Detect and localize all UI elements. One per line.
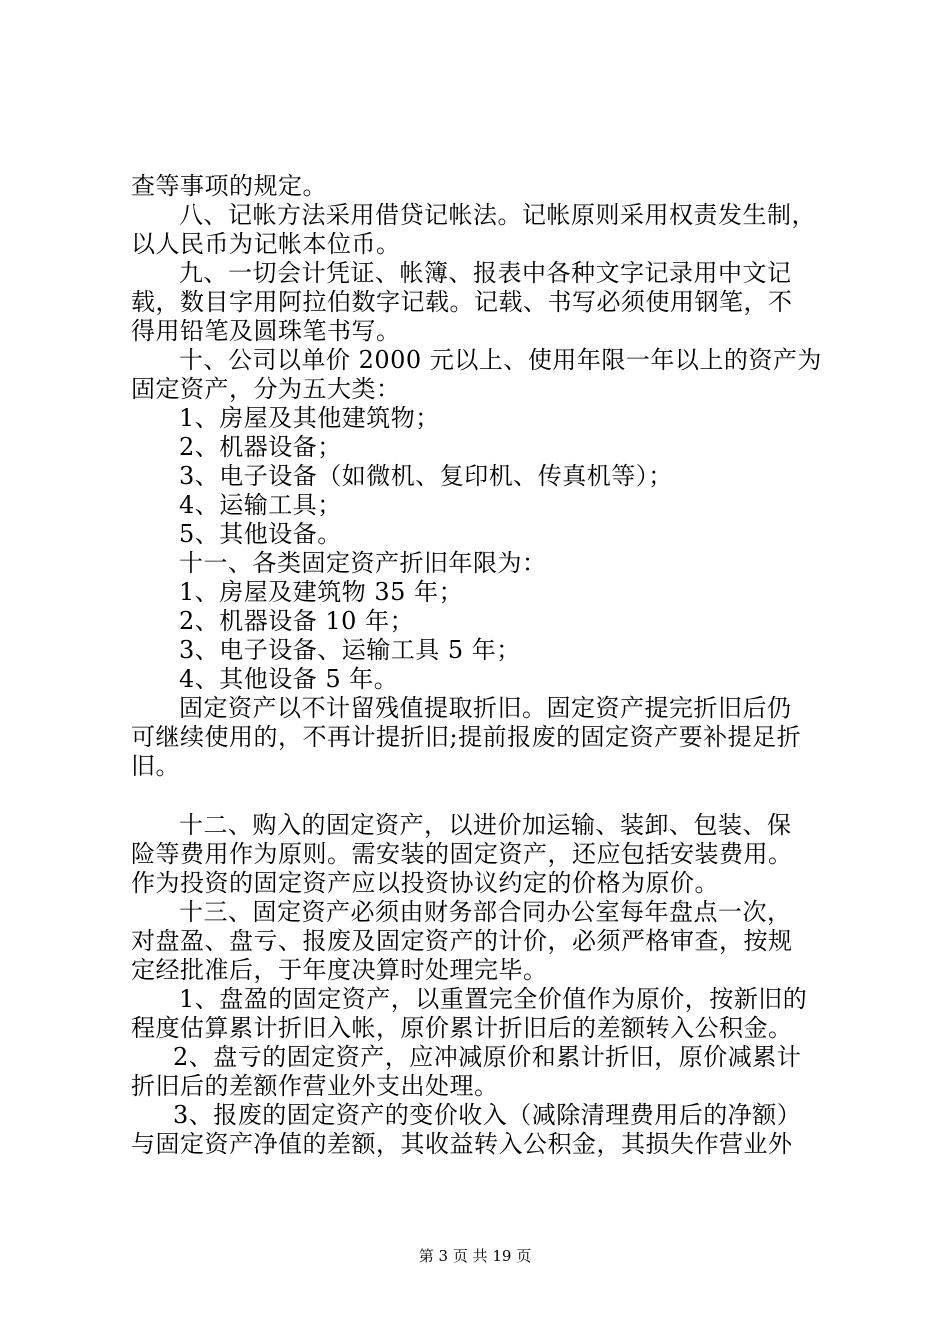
text-line: 十、公司以单价 2000 元以上、使用年限一年以上的资产为: [179, 346, 822, 374]
text-line: 查等事项的规定。: [131, 172, 327, 200]
text-line: 十一、各类固定资产折旧年限为：: [179, 549, 547, 577]
body-text: [131, 172, 831, 1159]
text-line: 十三、固定资产必须由财务部合同办公室每年盘点一次，: [179, 898, 792, 926]
text-line: 2、盘亏的固定资产，应冲减原价和累计折旧，原价减累计: [173, 1043, 802, 1071]
text-line: 5、其他设备。: [179, 520, 342, 548]
text-line: 程度估算累计折旧入帐，原价累计折旧后的差额转入公积金。: [131, 1014, 793, 1042]
text-line: 九、一切会计凭证、帐簿、报表中各种文字记录用中文记: [179, 259, 792, 287]
text-line: 3、电子设备（如微机、复印机、传真机等）；: [179, 462, 673, 490]
text-line: 载，数目字用阿拉伯数字记载。记载、书写必须使用钢笔，不: [131, 288, 793, 316]
text-line: 折旧后的差额作营业外支出处理。: [131, 1072, 499, 1100]
paragraph-gap: [131, 781, 831, 811]
text-line: 险等费用作为原则。需安装的固定资产，还应包括安装费用。: [131, 840, 793, 868]
text-line: 可继续使用的，不再计提折旧;提前报废的固定资产要补提足折: [131, 723, 802, 751]
text-line: 旧。: [131, 752, 180, 780]
text-line: 固定资产以不计留残值提取折旧。固定资产提完折旧后仍: [179, 694, 792, 722]
text-line: 对盘盈、盘亏、报废及固定资产的计价，必须严格审查，按规: [131, 927, 793, 955]
text-line: 1、房屋及其他建筑物；: [179, 404, 440, 432]
text-line: 2、机器设备；: [179, 433, 342, 461]
text-line: 2、机器设备 10 年；: [179, 607, 415, 635]
text-line: 3、电子设备、运输工具 5 年；: [179, 636, 521, 664]
text-line: 1、盘盈的固定资产，以重置完全价值作为原价，按新旧的: [179, 985, 808, 1013]
text-line: 4、运输工具；: [179, 491, 342, 519]
text-line: 定经批准后，于年度决算时处理完毕。: [131, 956, 548, 984]
text-line: 以人民币为记帐本位币。: [131, 230, 401, 258]
text-line: 固定资产，分为五大类：: [131, 375, 401, 403]
text-line: 1、房屋及建筑物 35 年；: [179, 578, 464, 606]
text-line: 4、其他设备 5 年。: [179, 665, 399, 693]
page-number-footer: 第 3 页 共 19 页: [418, 1247, 532, 1265]
text-line: 十二、购入的固定资产，以进价加运输、装卸、包装、保: [179, 811, 792, 839]
text-line: 与固定资产净值的差额，其收益转入公积金，其损失作营业外: [131, 1130, 793, 1158]
text-line: 得用铅笔及圆珠笔书写。: [131, 317, 401, 345]
text-line: 3、报废的固定资产的变价收入（减除清理费用后的净额）: [173, 1101, 802, 1129]
text-line: 八、记帐方法采用借贷记帐法。记帐原则采用权责发生制，: [179, 201, 816, 229]
text-line: 作为投资的固定资产应以投资协议约定的价格为原价。: [131, 869, 719, 897]
